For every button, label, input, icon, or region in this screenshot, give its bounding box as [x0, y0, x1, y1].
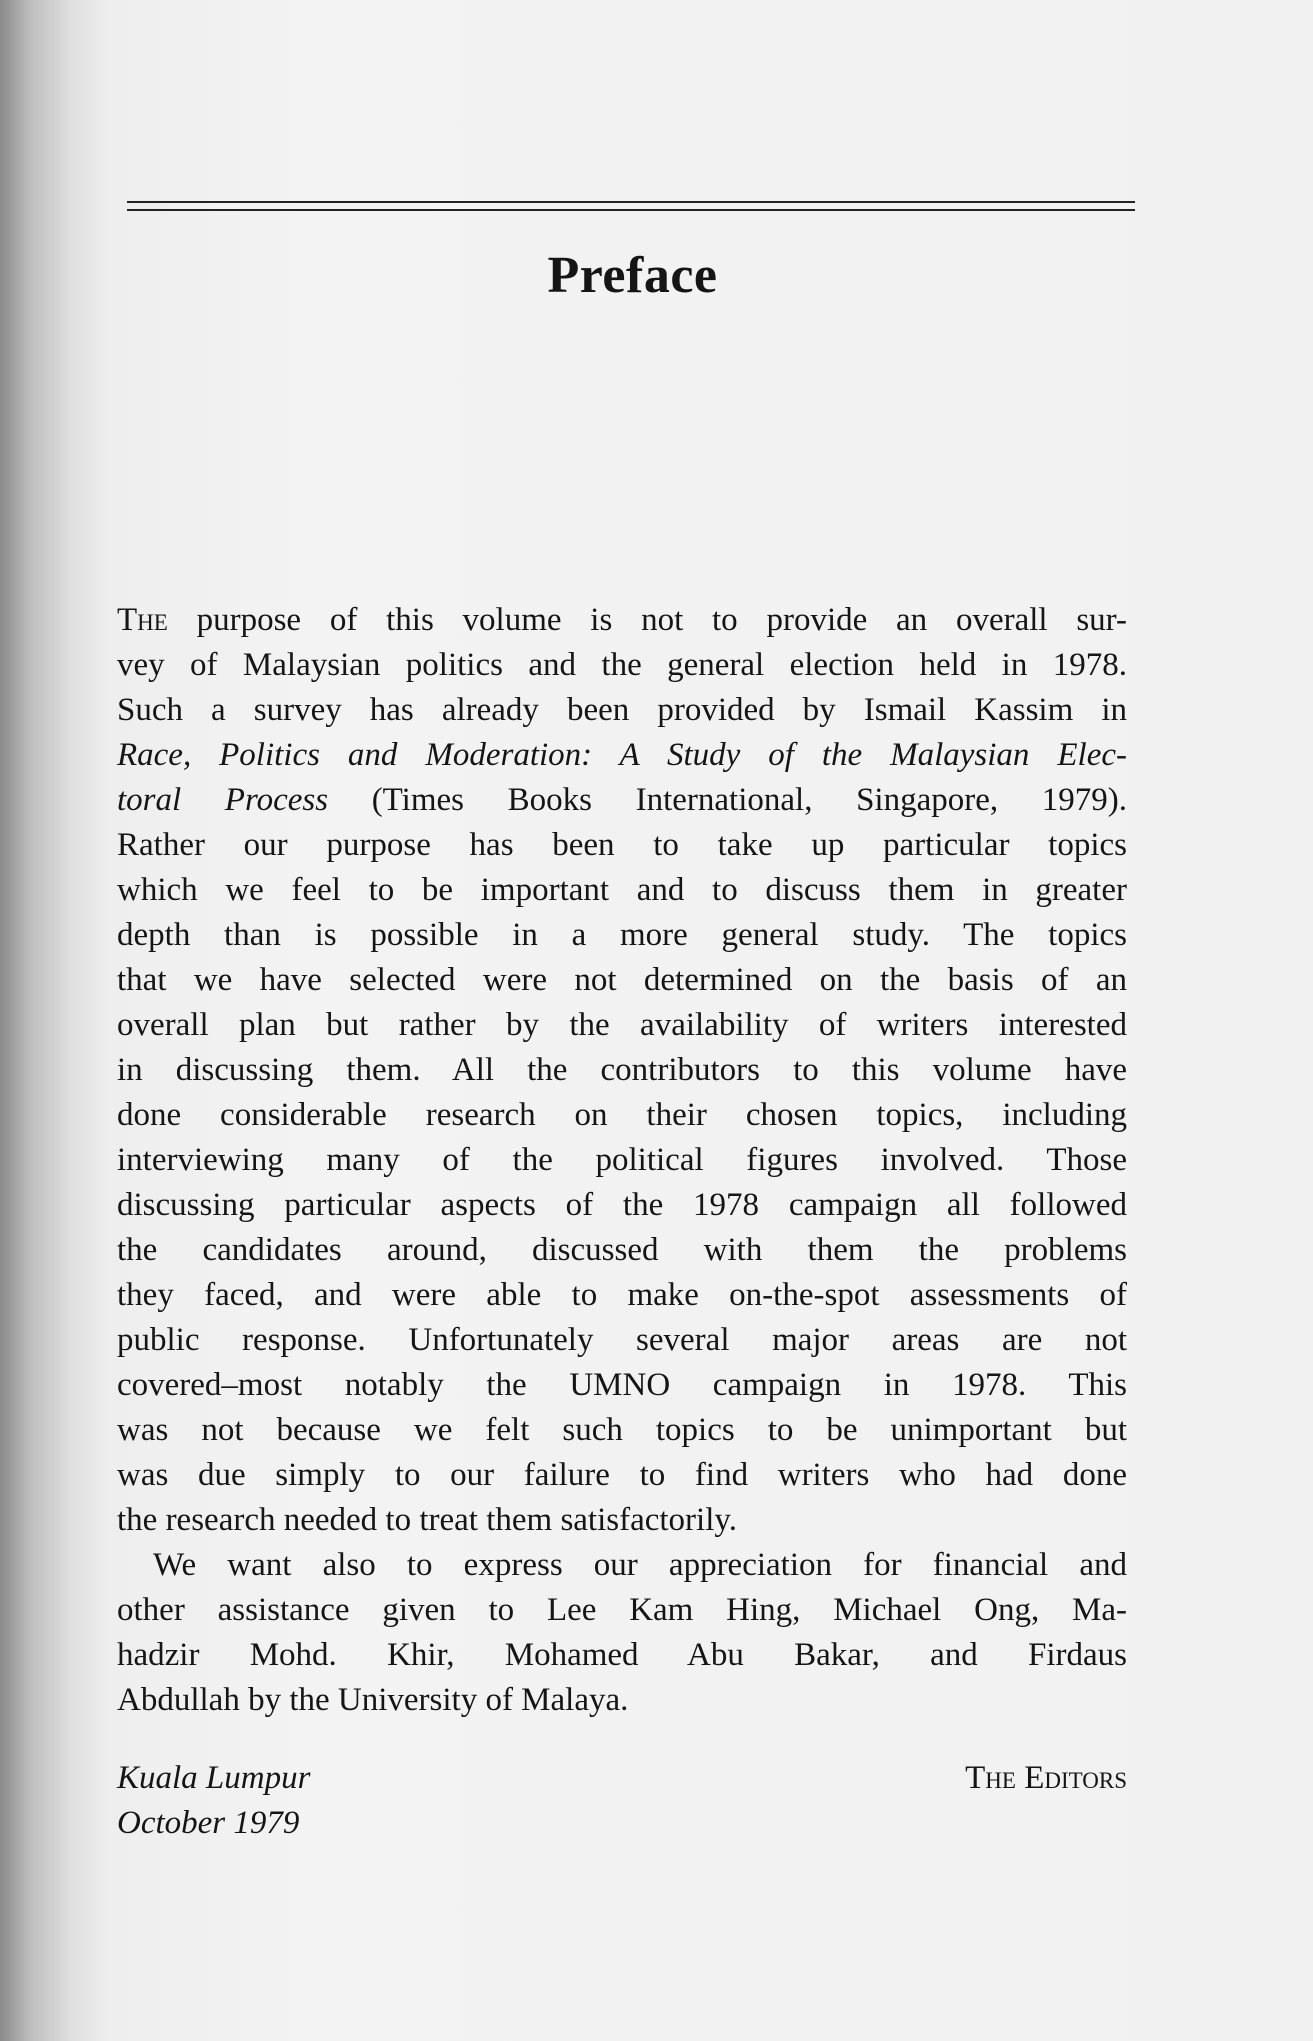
text-segment: Such a survey has already been provided by Ismail Kassim in: [117, 692, 1127, 728]
text-segment: Abdullah by the University of Malaya.: [117, 1682, 629, 1718]
text-line: [117, 1678, 1127, 1723]
text-line: [117, 1408, 1127, 1453]
text-segment: interviewing many of the political figures involved. Those: [117, 1142, 1127, 1178]
text-segment: which we feel to be important and to discuss them in greater: [117, 872, 1127, 908]
text-segment: public response. Unfortunately several major areas are not: [117, 1322, 1127, 1358]
text-segment: Race, Politics and Moderation: A Study of the Malaysian Elec-: [117, 737, 1127, 773]
preface-body: [117, 598, 1127, 1723]
top-rule: [127, 201, 1135, 203]
text-line: [117, 1048, 1127, 1093]
text-segment: vey of Malaysian politics and the general election held in 1978.: [117, 647, 1127, 683]
text-line: [117, 823, 1127, 868]
text-segment: depth than is possible in a more general study. The topics: [117, 917, 1127, 953]
text-line: [117, 1003, 1127, 1048]
text-line: [117, 1588, 1127, 1633]
text-segment: toral Process: [117, 782, 329, 818]
text-segment: We want also to express our appreciation for financial and: [153, 1547, 1127, 1583]
text-segment: the candidates around, discussed with them the problems: [117, 1232, 1127, 1268]
text-segment: Rather our purpose has been to take up particular topics: [117, 827, 1127, 863]
text-segment: the research needed to treat them satisfactorily.: [117, 1502, 737, 1538]
text-line: [117, 1093, 1127, 1138]
text-segment: that we have selected were not determined on the basis of an: [117, 962, 1127, 998]
text-line: [117, 778, 1127, 823]
text-line: [117, 1228, 1127, 1273]
text-line: [117, 1138, 1127, 1183]
text-line: [117, 1363, 1127, 1408]
text-line: [117, 688, 1127, 733]
text-segment: covered–most notably the UMNO campaign in 1978. This: [117, 1367, 1127, 1403]
text-segment: discussing particular aspects of the 1978 campaign all followed: [117, 1187, 1127, 1223]
text-line: [117, 1273, 1127, 1318]
text-segment: other assistance given to Lee Kam Hing, Michael Ong, Ma-: [117, 1592, 1127, 1628]
text-segment: done considerable research on their chosen topics, including: [117, 1097, 1127, 1133]
text-segment: they faced, and were able to make on-the-spot assessments of: [117, 1277, 1127, 1313]
top-rule-second: [127, 209, 1135, 211]
text-line: [117, 1498, 1127, 1543]
text-segment: was not because we felt such topics to be unimportant but: [117, 1412, 1127, 1448]
text-segment: The: [117, 602, 168, 638]
text-segment: was due simply to our failure to find writers who had done: [117, 1457, 1127, 1493]
text-line: [117, 1453, 1127, 1498]
text-line: [117, 913, 1127, 958]
signature-author: The Editors: [965, 1760, 1127, 1796]
signature-place: Kuala Lumpur: [117, 1760, 311, 1796]
signature-block: [117, 1756, 1127, 1846]
text-line: [117, 598, 1127, 643]
text-line: [117, 643, 1127, 688]
text-segment: purpose of this volume is not to provide an overall sur-: [167, 602, 1127, 638]
text-segment: (Times Books International, Singapore, 1979).: [328, 782, 1127, 818]
text-line: [117, 868, 1127, 913]
page-title: Preface: [547, 247, 718, 304]
text-segment: in discussing them. All the contributors to this volume have: [117, 1052, 1127, 1088]
text-line: [117, 1318, 1127, 1363]
text-segment: overall plan but rather by the availability of writers interested: [117, 1007, 1127, 1043]
signature-date: October 1979: [117, 1805, 300, 1841]
text-segment: hadzir Mohd. Khir, Mohamed Abu Bakar, and Firdaus: [117, 1637, 1127, 1673]
text-line: [117, 1633, 1127, 1678]
text-line: [117, 958, 1127, 1003]
text-line: [117, 733, 1127, 778]
text-line: [117, 1183, 1127, 1228]
text-line: [117, 1543, 1127, 1588]
